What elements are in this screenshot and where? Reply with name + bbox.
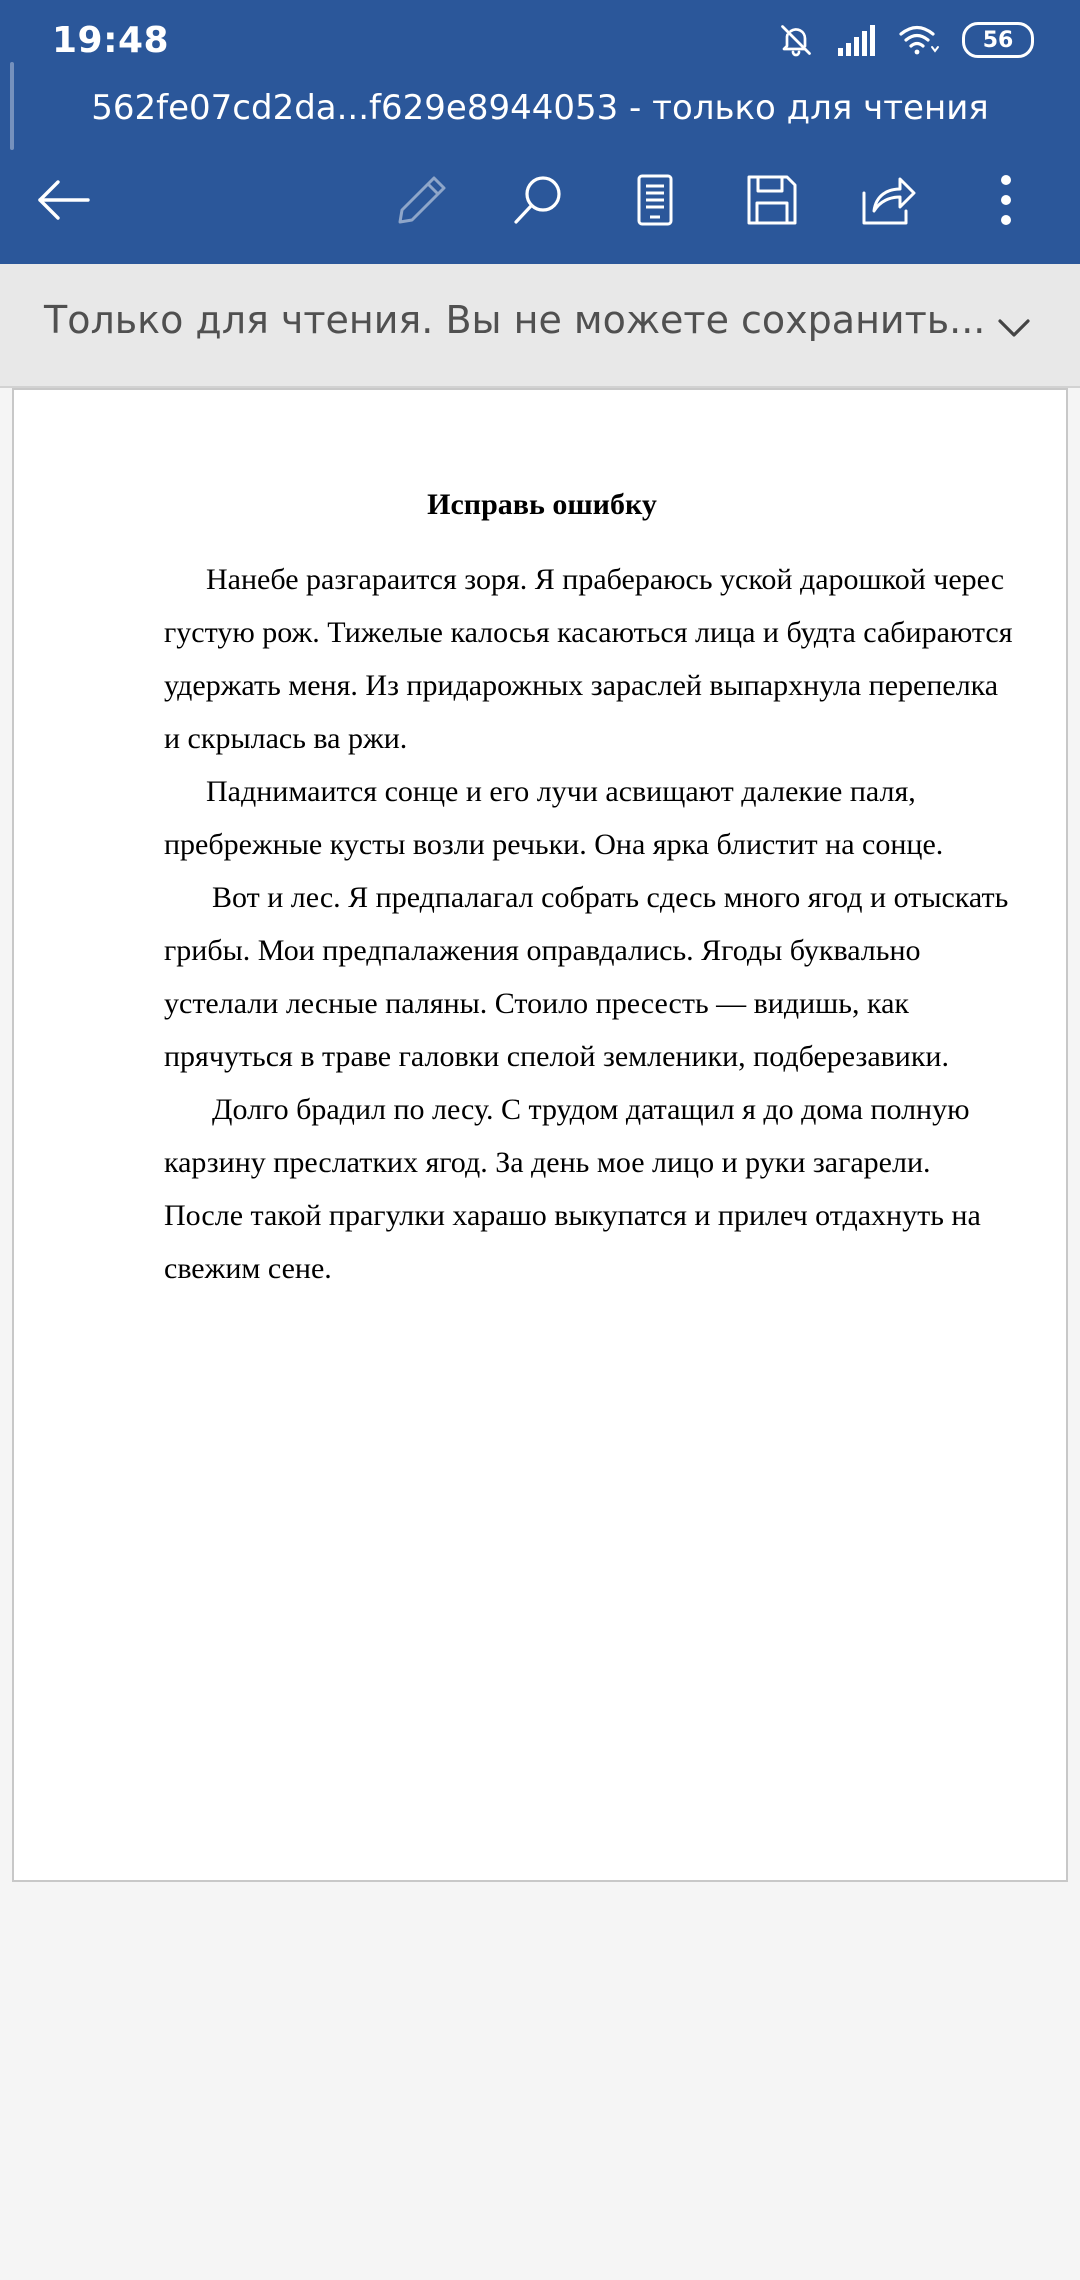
share-button[interactable] bbox=[849, 160, 929, 240]
save-icon bbox=[745, 173, 799, 227]
wifi-icon bbox=[898, 23, 940, 57]
edit-button[interactable] bbox=[382, 160, 462, 240]
bell-muted-icon bbox=[778, 22, 814, 58]
signal-icon bbox=[836, 24, 876, 56]
banner-expand-button[interactable] bbox=[988, 302, 1040, 354]
document-paragraph: Паднимаится сонце и его лучи асвищают далекие паля, пребрежные кусты возли речьки. Она ярка блистит на сонце. bbox=[164, 775, 944, 861]
more-vert-icon bbox=[999, 174, 1013, 226]
more-options-button[interactable] bbox=[966, 160, 1046, 240]
banner-message: Только для чтения. Вы не можете сохранить... bbox=[44, 298, 986, 342]
back-button[interactable] bbox=[24, 160, 104, 240]
reading-view-button[interactable] bbox=[615, 160, 695, 240]
document-paragraph: Нанебе разгараится зоря. Я прабераюсь уской дарошкой черес густую рож. Тижелые калосья касаються лица и будта сабираются удержать меня. Из придарожных зараслей выпархнула перепелка и скрылась ва ржи. bbox=[164, 563, 1013, 755]
document-page[interactable] bbox=[12, 388, 1068, 1882]
share-icon bbox=[860, 173, 918, 227]
status-icons bbox=[778, 22, 1034, 58]
document-heading: Исправь ошибку bbox=[427, 488, 657, 521]
document-paragraph: Долго брадил по лесу. С трудом датащил я до дома полную карзину преслатких ягод. За день мое лицо и руки загарели. После такой прагулки харашо выкупатся и прилеч отдахнуть на свежим сене. bbox=[164, 1093, 981, 1285]
read-only-banner[interactable] bbox=[0, 264, 1080, 388]
back-arrow-icon bbox=[36, 178, 92, 222]
status-time: 19:48 bbox=[52, 20, 170, 61]
battery-indicator: 56 bbox=[962, 22, 1034, 58]
reading-view-icon bbox=[635, 172, 675, 228]
chevron-down-icon bbox=[988, 302, 1040, 354]
search-button[interactable] bbox=[498, 160, 578, 240]
document-body bbox=[164, 553, 1014, 1295]
pencil-icon bbox=[394, 172, 450, 228]
document-paragraph: Вот и лес. Я предпалагал собрать сдесь много ягод и отыскать грибы. Мои предпалажения оправдались. Ягоды буквально устелали лесные паляны. Стоило пресесть — видишь, как прячуться в траве галовки спелой земленики, подберезавики. bbox=[164, 881, 1009, 1073]
app-header bbox=[0, 0, 1080, 264]
save-button[interactable] bbox=[732, 160, 812, 240]
search-icon bbox=[510, 172, 566, 228]
document-title: 562fe07cd2da...f629e8944053 - только для чтения bbox=[91, 88, 989, 128]
